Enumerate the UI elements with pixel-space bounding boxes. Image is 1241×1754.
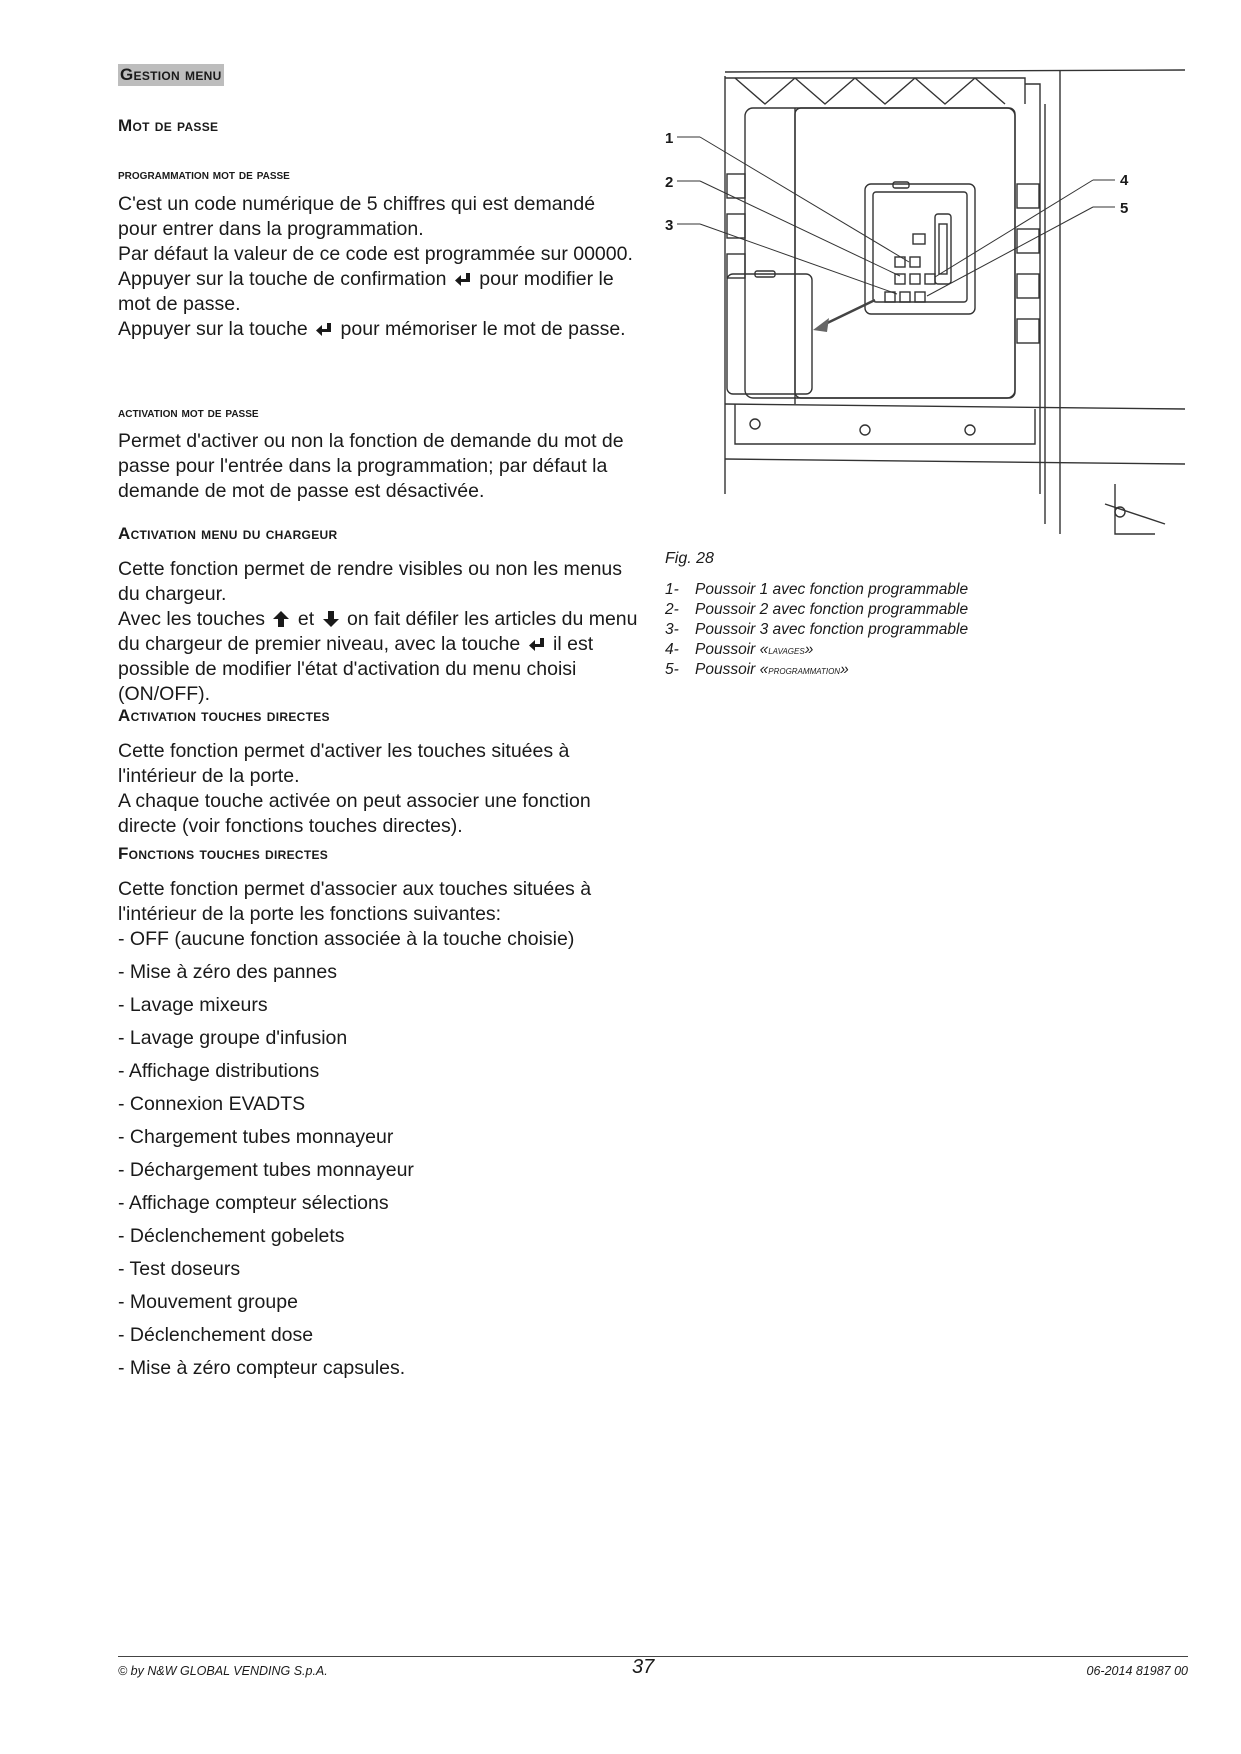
paragraph: Cette fonction permet d'associer aux touches situées à l'intérieur de la porte les fonctions suivantes: — [118, 878, 592, 925]
paragraph: Par défaut la valeur de ce code est programmée sur 00000. — [118, 243, 633, 265]
subtitle-programmation: programmation mot de passe — [118, 166, 290, 182]
paragraph — [118, 317, 638, 342]
paragraph: Permet d'activer ou non la fonction de demande du mot de passe pour l'entrée dans la programmation; par défaut la demande de mot de passe est désactivée. — [118, 430, 624, 502]
legend-end: » — [804, 641, 814, 658]
list-item: - Lavage mixeurs — [118, 994, 268, 1016]
legend-text: Poussoir 3 avec fonction programmable — [695, 621, 969, 638]
page-number: 37 — [632, 1656, 655, 1678]
legend-num: 4- — [665, 641, 679, 658]
list-item: - Déclenchement gobelets — [118, 1225, 345, 1247]
arrow-up-icon — [272, 610, 290, 628]
legend-item — [665, 600, 968, 620]
text: Avec les touches — [118, 608, 266, 630]
legend-text: Poussoir 1 avec fonction programmable — [695, 581, 969, 598]
list-item: - Lavage groupe d'infusion — [118, 1027, 348, 1049]
list-item: - Test doseurs — [118, 1258, 241, 1280]
callout-3: 3 — [665, 217, 674, 234]
section-title-activation-touches: Activation touches directes — [118, 706, 330, 725]
section-title-fonctions-touches: Fonctions touches directes — [118, 844, 329, 863]
enter-key-icon — [528, 637, 546, 653]
callout-1: 1 — [665, 130, 674, 147]
legend-text: Poussoir « — [695, 661, 769, 678]
text: on fait défiler les articles du menu du chargeur de premier niveau, avec la touche — [118, 608, 638, 655]
enter-key-icon — [454, 272, 472, 288]
text: pour mémoriser le mot de passe. — [340, 318, 626, 340]
list-item: - Mise à zéro compteur capsules. — [118, 1357, 406, 1379]
paragraph: A chaque touche activée on peut associer une fonction directe (voir fonctions touches directes). — [118, 790, 591, 837]
legend-text: Poussoir 2 avec fonction programmable — [695, 601, 969, 618]
footer-doc-code: 06-2014 81987 00 — [1086, 1664, 1188, 1678]
legend-text: Poussoir « — [695, 641, 769, 658]
paragraph: Cette fonction permet de rendre visibles ou non les menus du chargeur. — [118, 558, 623, 605]
arrow-down-icon — [322, 610, 340, 628]
list-item: - Affichage distributions — [118, 1060, 320, 1082]
callout-4: 4 — [1120, 172, 1129, 189]
section-title-activation-menu: Activation menu du chargeur — [118, 524, 338, 543]
footer-copyright: © by N&W GLOBAL VENDING S.p.A. — [118, 1664, 328, 1678]
legend-extra: lavages — [768, 643, 805, 657]
section-title-mot-de-passe: Mot de passe — [118, 116, 219, 135]
text: pour modifier le mot de passe. — [118, 268, 614, 315]
list-item: - Connexion EVADTS — [118, 1093, 306, 1115]
text: il est possible de modifier l'état d'activation du menu choisi (ON/OFF). — [118, 633, 594, 705]
callout-5: 5 — [1120, 200, 1129, 217]
legend-extra: programmation — [768, 663, 841, 677]
figure-label: Fig. 28 — [665, 550, 714, 567]
list-item: - Chargement tubes monnayeur — [118, 1126, 394, 1148]
list-item: - Affichage compteur sélections — [118, 1192, 389, 1214]
list-item: - OFF (aucune fonction associée à la touche choisie) — [118, 928, 575, 950]
legend-item — [665, 580, 968, 600]
list-item: - Mouvement groupe — [118, 1291, 298, 1313]
callout-2: 2 — [665, 174, 674, 191]
list-item: - Mise à zéro des pannes — [118, 961, 337, 983]
figure-legend — [665, 580, 968, 680]
legend-end: » — [840, 661, 849, 678]
paragraph — [118, 607, 638, 707]
paragraph: Cette fonction permet d'activer les touches situées à l'intérieur de la porte. — [118, 740, 570, 787]
legend-num: 1- — [665, 581, 679, 598]
text: et — [297, 608, 315, 630]
text: Appuyer sur la touche de confirmation — [118, 268, 447, 290]
text: Appuyer sur la touche — [118, 318, 308, 340]
paragraph: C'est un code numérique de 5 chiffres qui est demandé pour entrer dans la programmation. — [118, 193, 596, 240]
legend-item — [665, 660, 968, 680]
legend-num: 2- — [665, 601, 679, 618]
subtitle-activation: activation mot de passe — [118, 404, 259, 420]
list-item: - Déchargement tubes monnayeur — [118, 1159, 414, 1181]
legend-item — [665, 640, 968, 660]
list-item: - Déclenchement dose — [118, 1324, 314, 1346]
legend-num: 5- — [665, 661, 679, 678]
legend-num: 3- — [665, 621, 679, 638]
technical-drawing — [665, 64, 1210, 554]
enter-key-icon — [315, 322, 333, 338]
section-title-gestion-menu: Gestion menu — [120, 65, 222, 84]
legend-item — [665, 620, 968, 640]
paragraph — [118, 267, 638, 317]
